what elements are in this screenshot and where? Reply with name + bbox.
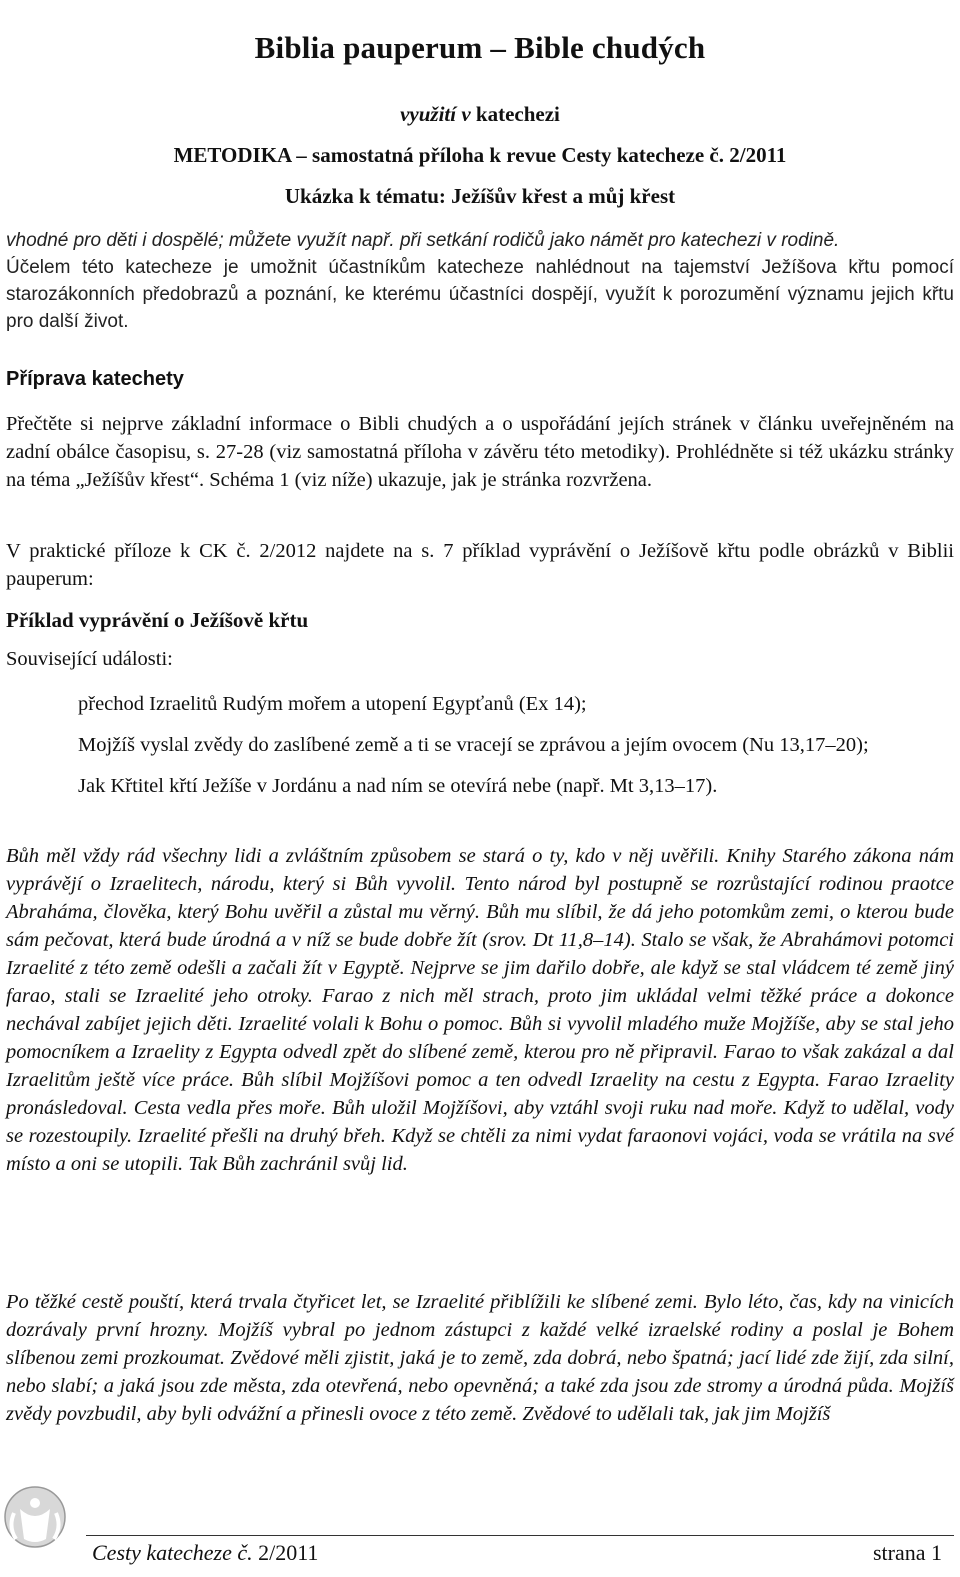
- footer-publication: [92, 1540, 318, 1566]
- footer-publication-issue: 2/2011: [252, 1540, 319, 1565]
- related-events-list: [78, 690, 954, 813]
- related-events-label: Související události:: [6, 648, 173, 670]
- intro-paragraph: Účelem této katecheze je umožnit účastníkům katecheze nahlédnout na tajemství Ježíšova křtu pomocí starozákonních předobrazů a poznání, ke kterému účastníci dospějí, využít k porozumění významu jejich křtu pro další život.: [6, 257, 954, 332]
- footer-page-number: strana 1: [872, 1540, 942, 1565]
- story-paragraph-2: Po těžké cestě pouští, která trvala čtyřicet let, se Izraelité přiblížili ke slíbené zemi. Bylo léto, čas, kdy na vinicích dozrávaly první hrozny. Mojžíš vybral po jednom zástupci z každé velké izraelské rodiny a poslal je Bohem slíbenou zemi prozkoumat. Zvědové měli zjistit, jaká je to země, zda dobrá, nebo špatná; jací lidé zde žijí, zda silní, nebo slabí; a jaká jsou zde města, zda otevřená, nebo opevněná; a také zda jsou zde stromy a úrodná půda. Mojžíš zvědy povzbudil, aby byli odvážní a přinesli ovoce z této země. Zvědové to udělali tak, jak jim Mojžíš: [6, 1291, 954, 1425]
- footer-publication-name: Cesty katecheze č.: [92, 1540, 253, 1565]
- methodika-line: METODIKA – samostatná příloha k revue Cesty katecheze č. 2/2011: [173, 143, 787, 167]
- event-item: přechod Izraelitů Rudým mořem a utopení Egypťanů (Ex 14);: [78, 693, 587, 715]
- audience-note: vhodné pro děti i dospělé; můžete využít např. při setkání rodičů jako námět pro katechezi v rodině.: [6, 230, 840, 251]
- footer-divider: [86, 1535, 954, 1536]
- subtitle-italic: využití v: [400, 102, 471, 126]
- prep-heading: Příprava katechety: [6, 368, 184, 390]
- cesty-katecheze-logo-icon: [2, 1483, 68, 1571]
- subtitle-rest: katechezi: [470, 102, 560, 126]
- prep-paragraph: Přečtěte si nejprve základní informace o Bibli chudých a o uspořádání jejích stránek v článku uveřejněném na zadní obálce časopisu, s. 27-28 (viz samostatná příloha v závěru této metodiky). Prohlédněte si též ukázku stránky na téma „Ježíšův křest“. Schéma 1 (viz níže) ukazuje, jak je stránka rozvržena.: [6, 413, 954, 491]
- subtitle: [0, 102, 960, 127]
- event-item: Jak Křtitel křtí Ježíše v Jordánu a nad ním se otevírá nebe (např. Mt 3,13–17).: [78, 775, 718, 797]
- example-heading: Příklad vyprávění o Ježíšově křtu: [6, 608, 309, 632]
- praktic-paragraph: V praktické příloze k CK č. 2/2012 najdete na s. 7 příklad vyprávění o Ježíšově křtu podle obrázků v Biblii pauperum:: [6, 540, 954, 590]
- event-item: Mojžíš vyslal zvědy do zaslíbené země a ti se vracejí se zprávou a jejím ovocem (Nu 13,17–20);: [78, 734, 869, 756]
- story-paragraph-1: Bůh měl vždy rád všechny lidi a zvláštním způsobem se stará o ty, kdo v něj uvěřili. Knihy Starého zákona nám vyprávějí o Izraelitech, národu, který si Bůh vyvolil. Tento národ byl postupně se rozrůstající rodinou praotce Abraháma, člověka, který Bohu uvěřil a zůstal mu věrný. Bůh mu slíbil, že dá jeho potomkům zemi, o kterou bude sám pečovat, která bude úrodná a v níž se bude dobře žít (srov. Dt 11,8–14). Stalo se však, že Abrahámovi potomci Izraelité z této země odešli a začali žít v Egyptě. Nejprve se jim dařilo dobře, ale když se stal vládcem té země jiný farao, stali se Izraelité jeho otroky. Farao z nich měl strach, proto jim ukládal velmi těžké práce a dokonce nechával zabíjet jejich děti. Izraelité volali k Bohu o pomoc. Bůh si vyvolil mladého muže Mojžíše, aby se stal jeho pomocníkem a Izraelity z Egypta odvedl zpět do slíbené země, kterou pro ně připravil. Farao to však zakázal a dal Izraelitům ještě více práce. Bůh slíbil Mojžíšovi pomoc a ten odvedl Izraelity na cestu z Egypta. Farao Izraelity pronásledoval. Cesta vedla přes moře. Bůh uložil Mojžíšovi, aby vztáhl svoji ruku nad moře. Když to udělal, vody se rozestoupily. Izraelité přešli na druhý břeh. Když se chtěli za nimi vydat faraonovi vojáci, voda se vrátila na své místo a oni se utopili. Tak Bůh zachránil svůj lid.: [6, 845, 954, 1175]
- page-title: Biblia pauperum – Bible chudých: [254, 30, 706, 65]
- topic-line: Ukázka k tématu: Ježíšův křest a můj křest: [284, 184, 676, 208]
